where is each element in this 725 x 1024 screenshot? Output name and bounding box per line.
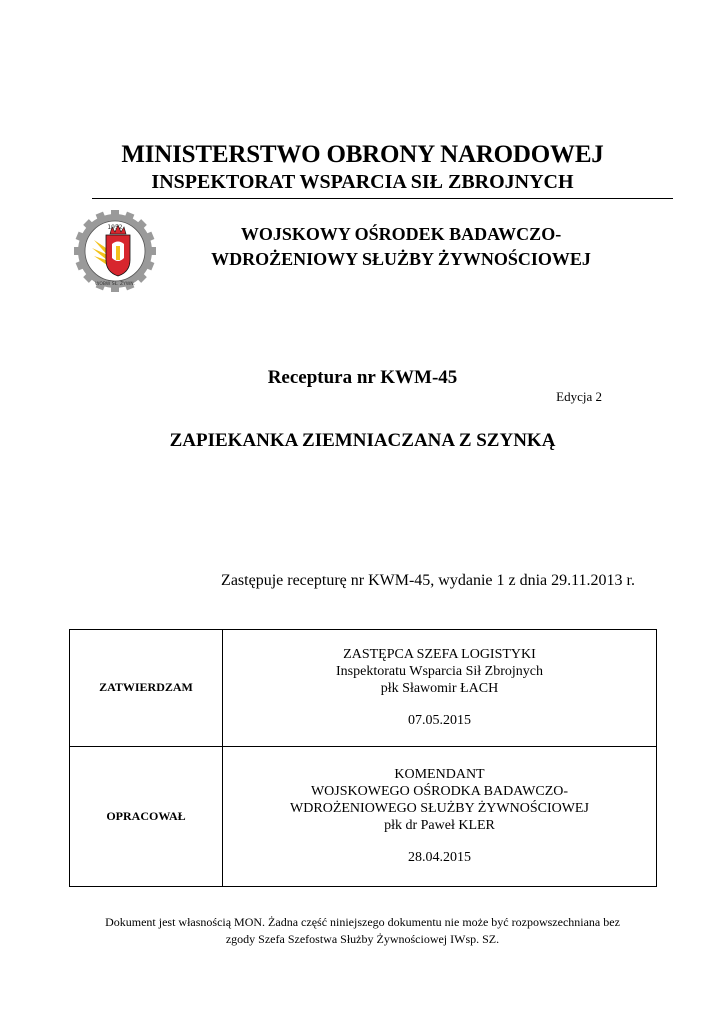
emblem-caption: WOBW SŁ. ŻYWN. (94, 282, 136, 287)
signatory-line: WDROŻENIOWEGO SŁUŻBY ŻYWNOŚCIOWEJ (290, 801, 589, 817)
approval-row (70, 630, 657, 747)
header-divider (92, 198, 673, 199)
inspectorate-title: INSPEKTORAT WSPARCIA SIŁ ZBROJNYCH (151, 171, 574, 193)
recipe-title: ZAPIEKANKA ZIEMNIACZANA Z SZYNKĄ (169, 430, 556, 451)
signatory-line: Inspektoratu Wsparcia Sił Zbrojnych (336, 664, 543, 680)
signatory-line: KOMENDANT (394, 767, 485, 783)
supersedes-note: Zastępuje recepturę nr KWM-45, wydanie 1 z dnia 29.11.2013 r. (221, 572, 635, 589)
signatory-line: ZASTĘPCA SZEFA LOGISTYKI (343, 647, 536, 663)
emblem-icon (72, 208, 158, 294)
footer-line-2: zgody Szefa Szefostwa Służby Żywnościowej IWsp. SZ. (225, 932, 500, 946)
approval-table (69, 629, 657, 887)
edition-label: Edycja 2 (556, 389, 602, 404)
recipe-number: Receptura nr KWM-45 (267, 367, 458, 388)
emblem-year: 1952 (107, 224, 123, 231)
signatory-line: WOJSKOWEGO OŚRODKA BADAWCZO- (310, 784, 569, 800)
signatory-line: płk dr Paweł KLER (384, 818, 495, 834)
approval-role: OPRACOWAŁ (70, 746, 223, 886)
approval-row (70, 746, 657, 886)
unit-name-line-1: WOJSKOWY OŚRODEK BADAWCZO- (240, 224, 562, 244)
approval-date: 28.04.2015 (408, 850, 471, 866)
approval-signatory (223, 630, 657, 747)
signatory-line: płk Sławomir ŁACH (380, 681, 499, 697)
approval-role: ZATWIERDZAM (70, 630, 223, 747)
approval-date: 07.05.2015 (408, 713, 471, 729)
unit-name (186, 222, 616, 272)
footer-notice (70, 914, 655, 948)
unit-name-line-2: WDROŻENIOWY SŁUŻBY ŻYWNOŚCIOWEJ (211, 249, 591, 269)
approval-signatory (223, 746, 657, 886)
footer-line-1: Dokument jest własnością MON. Żadna część niniejszego dokumentu nie może być rozpowszechniana bez (105, 915, 620, 929)
ministry-title: MINISTERSTWO OBRONY NARODOWEJ (121, 141, 604, 168)
